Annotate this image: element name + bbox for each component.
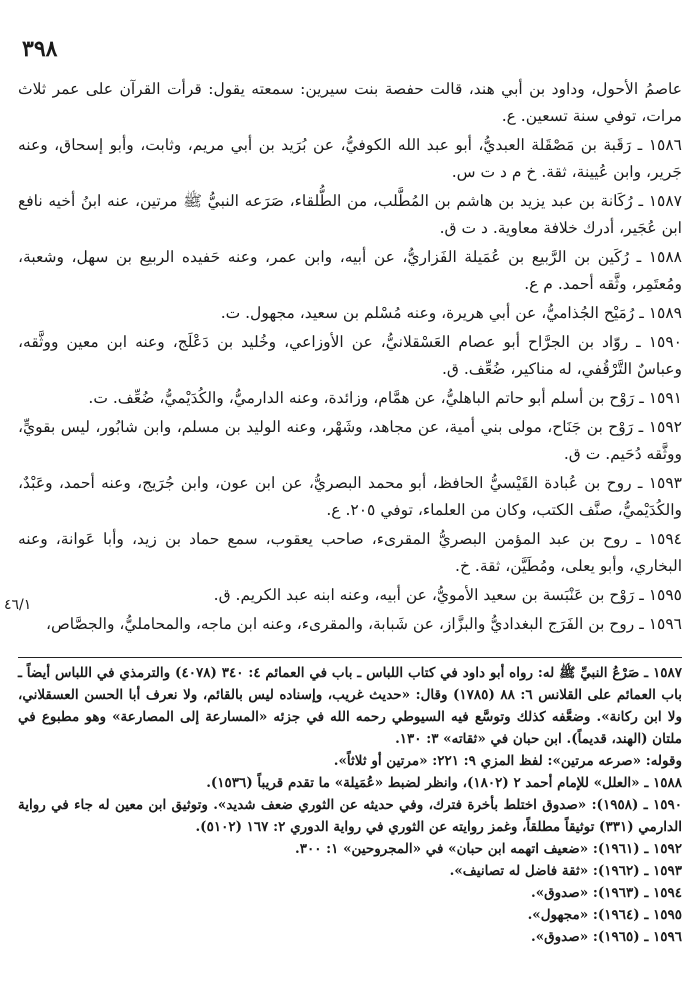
entry-1589: ١٥٨٩ ـ رُمَيْح الجُذاميُّ، عن أبي هريرة، وعنه مُسْلم بن سعيد، مجهول. ت. bbox=[220, 304, 682, 322]
entry-continuation: عاصمُ الأحول، وداود بن أبي هند، قالت حفصة بنت سيرين: سمعته يقول: قرأت القرآن على عمر ثلاث مرات، توفي سنة تسعين. ع. bbox=[18, 80, 682, 125]
entry-1595: ١٥٩٥ ـ رَوْح بن عَنْبَسة بن سعيد الأمويُّ، عن أبيه، وعنه ابنه عبد الكريم. ق. bbox=[213, 586, 682, 604]
entry-1594: ١٥٩٤ ـ روح بن عبد المؤمن البصريُّ المقرىء، صاحب يعقوب، سمع حماد بن زيد، وأبا عَوانة، وعنه البخاري، وأبو يعلى، ومُطَيَّن، ثقة. خ. bbox=[18, 530, 682, 575]
footnote-1595: ١٥٩٥ ـ (١٩٦٤): «مجهول». bbox=[527, 907, 682, 923]
margin-reference: ٤٦/١ bbox=[4, 597, 32, 613]
entry-1593: ١٥٩٣ ـ روح بن عُبادة القَيْسيُّ الحافظ، أبو محمد البصريُّ، عن ابن عون، وابن جُرَيج، وعنه أحمد، وعَبْدٌ، والكُدَيْميُّ، صنَّف الكتب، وكان من العلماء، توفي ٢٠٥. ع. bbox=[18, 474, 682, 519]
entry-1587: ١٥٨٧ ـ رُكَانة بن عبد يزيد بن هاشم بن المُطَّلب، من الطُّلقاء، صَرَعه النبيُّ ﷺ مرتين، عنه ابنُ أخيه نافع ابن عُجَير، أدرك خلافة معاوية. د ت ق. bbox=[18, 192, 682, 237]
page-number: ٣٩٨ bbox=[22, 36, 58, 62]
footnote-divider bbox=[18, 657, 682, 658]
entry-1590: ١٥٩٠ ـ روّاد بن الجرَّاح أبو عصام العَسْقلانيُّ، عن الأوزاعي، وخُليد بن دَعْلَج، وعنه ابن معين ووثَّقه، وعباسٌ التَّرْقُفي، له مناكير، ضُعِّف. ق. bbox=[18, 333, 682, 378]
footnote-1594: ١٥٩٤ ـ (١٩٦٣): «صدوق». bbox=[531, 885, 682, 901]
entry-1586: ١٥٨٦ ـ رَقَبة بن مَصْقَلة العبديُّ، أبو عبد الله الكوفيُّ، عن بُرَيد بن أبي مريم، وثابت، وأبو إسحاق، وعنه جَرير، وابن عُيينة، ثقة. خ م د ت س. bbox=[18, 136, 682, 181]
main-text bbox=[18, 76, 682, 640]
entry-1592: ١٥٩٢ ـ رَوْح بن جَنَاح، مولى بني أمية، عن مجاهد، وشَهْر، وعنه الوليد بن مسلم، وابن شابُور، ليس بقويٍّ، ووثَّقه دُحَيم. ت ق. bbox=[18, 418, 682, 463]
entry-1596: ١٥٩٦ ـ روح بن الفَرَج البغداديُّ والبزَّاز، عن شَبابة، والمقرىء، وعنه ابن ماجه، والمحامليُّ، والجصَّاص، bbox=[46, 615, 682, 633]
footnote-1592: ١٥٩٢ ـ (١٩٦١): «ضعيف اتهمه ابن حبان» في «المجروحين» ١: ٣٠٠. bbox=[294, 841, 682, 857]
entry-1591: ١٥٩١ ـ رَوْح بن أسلم أبو حاتم الباهليُّ، عن همَّام، وزائدة، وعنه الدارميُّ، والكُدَيْميُّ، ضُعِّف. ت. bbox=[88, 389, 682, 407]
footnote-1596: ١٥٩٦ ـ (١٩٦٥): «صدوق». bbox=[531, 929, 682, 945]
footnote-1587: ١٥٨٧ ـ صَرْعُ النبيِّ ﷺ له: رواه أبو داود في كتاب اللباس ـ باب في العمائم ٤: ٣٤٠ (٤٠٧٨) والترمذي في اللباس أيضاً ـ باب العمائم على القلانس ٦: ٨٨ (١٧٨٥) وقال: «حديث غريب، وإسناده ليس بالقائم، ولا نعرف أبا الحسن العسقلاني، ولا ابن ركانة». وضعَّفه كذلك وتوسَّع فيه السيوطي رحمه الله في جزئه «المسارعة إلى المصارعة» وهو مطبوع في ملتان (الهند، قديماً). ابن حبان في «ثقاته» ٣: ١٣٠. bbox=[18, 665, 682, 747]
footnotes bbox=[18, 662, 682, 948]
entry-1588: ١٥٨٨ ـ رُكَين بن الرَّبيع بن عُمَيلة الفَزاريُّ، عن أبيه، وابن عمر، وعنه حَفيده الربيع بن سهل، وشعبة، ومُعتَمِر، وثَّقه أحمد. م ع. bbox=[18, 248, 682, 293]
footnote-1587-addendum: وقوله: «صرعه مرتين»: لفظ المزي ٩: ٢٢١: «مرتين أو ثلاثاً». bbox=[333, 753, 682, 769]
footnote-1590: ١٥٩٠ ـ (١٩٥٨): «صدوق اختلط بأخرة فترك، وفي حديثه عن الثوري ضعف شديد». وتوثيق ابن معين له جاء في رواية الدارمي (٣٣١) توثيقاً مطلقاً، وغمز روايته عن الثوري في رواية الدوري ٢: ١٦٧ (٥١٠٢). bbox=[18, 797, 682, 835]
footnote-1588: ١٥٨٨ ـ «العلل» للإمام أحمد ٢ (١٨٠٢)، وانظر لضبط «عُمَيلة» ما تقدم قريباً (١٥٣٦). bbox=[206, 775, 682, 791]
footnote-1593: ١٥٩٣ ـ (١٩٦٢): «ثقة فاضل له تصانيف». bbox=[449, 863, 682, 879]
